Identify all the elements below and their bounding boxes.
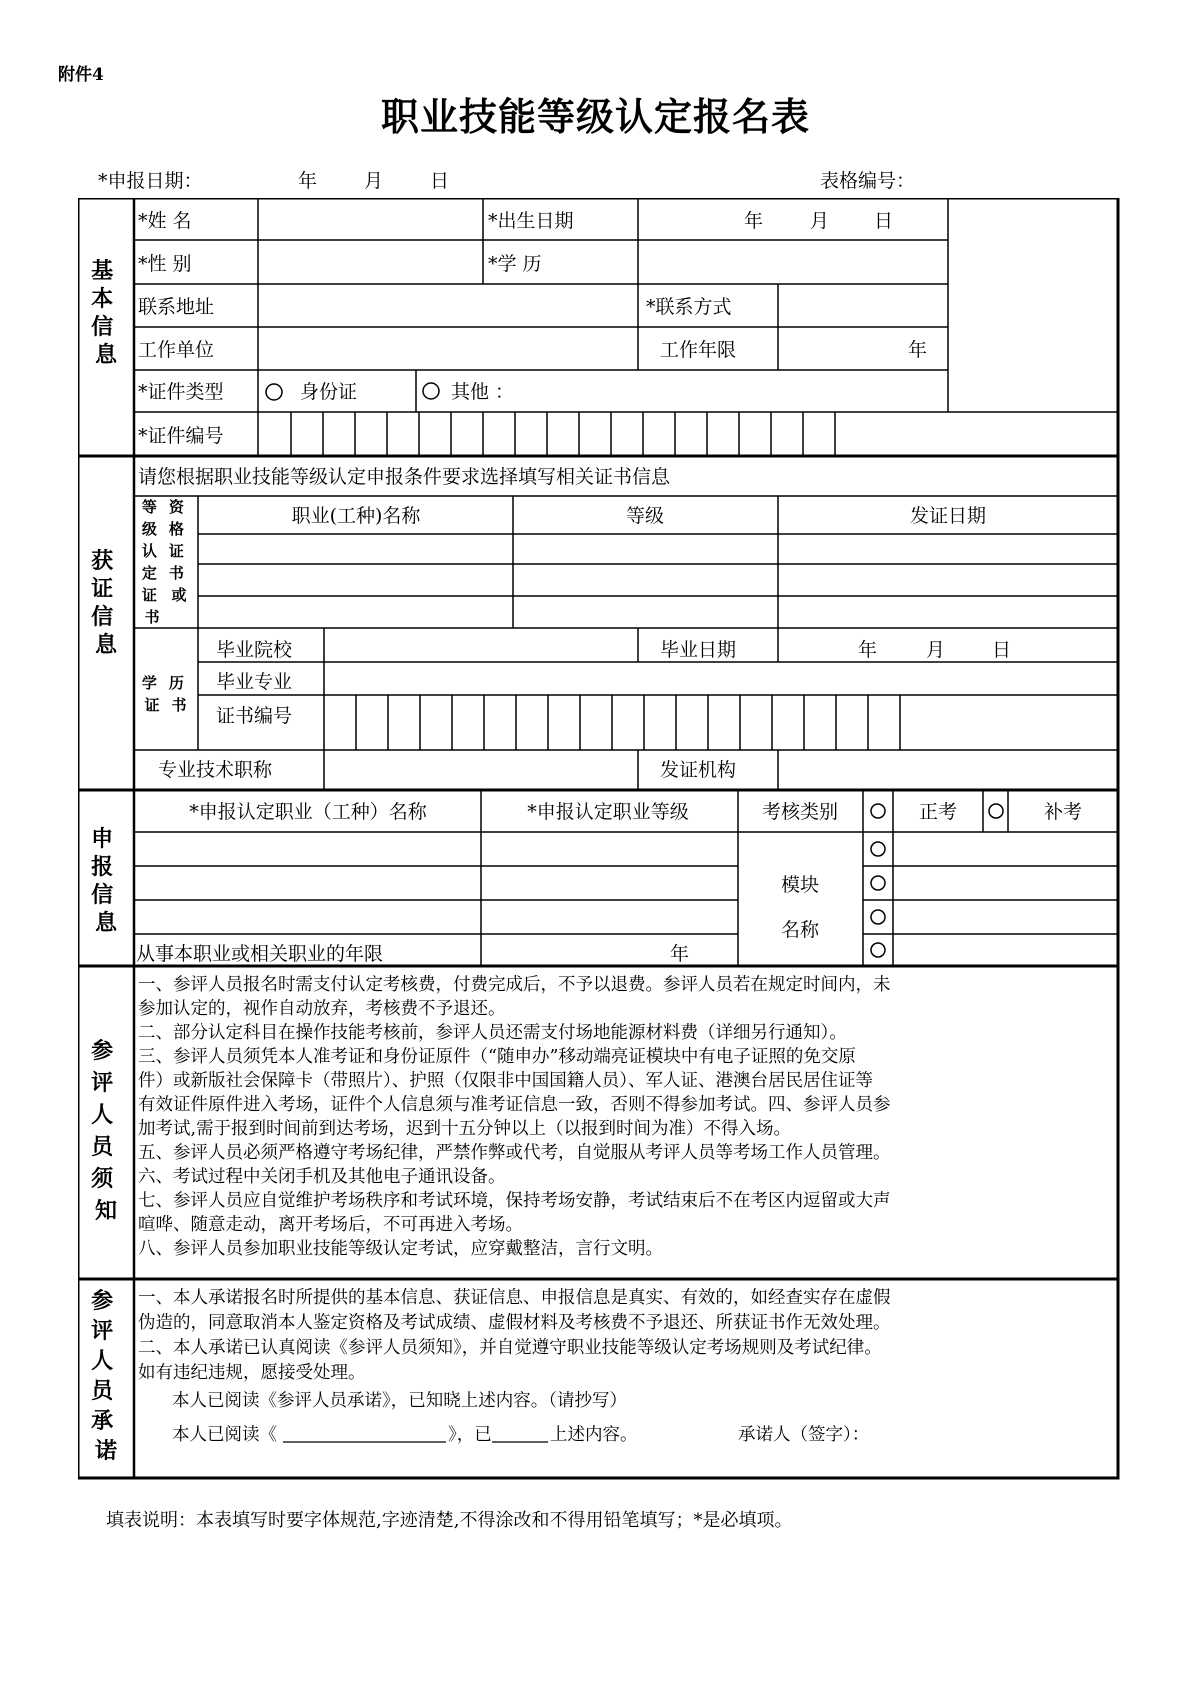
promise-read-line: 本人已阅读《参评人员承诺》，已知晓上述内容。（请抄写） xyxy=(172,1391,627,1411)
notice-line-4: 三、参评人员须凭本人准考证和身份证原件（“随申办”移动端亮证模块中有电子证照的免交原 xyxy=(138,1047,856,1067)
section-notice-label: 参 评 人 员 须 知 xyxy=(91,1038,118,1224)
notice-line-3: 二、部分认定科目在操作技能考核前，参评人员还需支付场地能源材料费（详细另行通知）。 xyxy=(138,1023,847,1043)
exam-type-label: 考核类别 xyxy=(761,801,839,823)
apply-date-day: 日 xyxy=(430,170,450,192)
education-label: *学 历 xyxy=(488,253,542,275)
apply-level-header: *申报认定职业等级 xyxy=(527,801,689,823)
section-apply-label: 申 报 信 息 xyxy=(91,826,118,936)
other-id-option: 其他 ： xyxy=(451,381,515,403)
form-grid xyxy=(78,198,1118,1478)
promise-copy-end: 上述内容。 xyxy=(550,1425,638,1445)
title-label: 专业技术职称 xyxy=(158,759,273,781)
id-type-label: *证件类型 xyxy=(138,381,224,403)
fill-instructions: 填表说明：本表填写时要字体规范,字迹清楚,不得涂改和不得用铅笔填写；*是必填项。 xyxy=(106,1510,793,1531)
school-label: 毕业院校 xyxy=(216,639,293,661)
grad-day-label: 日 xyxy=(992,639,1012,661)
regular-exam-radio[interactable] xyxy=(871,804,885,818)
birth-year-label: 年 xyxy=(744,210,764,232)
module-radio-1[interactable] xyxy=(871,842,885,856)
apply-date-label: *申报日期： xyxy=(98,170,203,192)
section-cert-label: 获 证 信 息 xyxy=(91,548,118,658)
section-promise-label: 参 评 人 员 承 诺 xyxy=(91,1288,118,1464)
module-radio-2[interactable] xyxy=(871,876,885,890)
apply-date-month: 月 xyxy=(364,170,384,192)
degree-col1: 学 证 xyxy=(141,674,160,714)
degree-col2: 历 书 xyxy=(168,674,187,714)
contact-label: *联系方式 xyxy=(646,296,732,318)
notice-line-1: 一、参评人员报名时需支付认定考核费，付费完成后，不予以退费。参评人员若在规定时间内，未 xyxy=(138,975,891,995)
form-number-label: 表格编号： xyxy=(820,170,916,192)
form-title: 职业技能等级认定报名表 xyxy=(380,95,810,139)
module-radio-4[interactable] xyxy=(871,943,885,957)
notice-line-2: 参加认定的，视作自动放弃，考核费不予退还。 xyxy=(138,999,506,1019)
id-card-option: 身份证 xyxy=(300,381,358,403)
cert-date-header: 发证日期 xyxy=(909,505,987,527)
id-card-radio[interactable] xyxy=(266,384,282,400)
makeup-exam-label: 补考 xyxy=(1043,801,1083,823)
cert-instruction: 请您根据职业技能等级认定申报条件要求选择填写相关证书信息 xyxy=(138,466,671,488)
grad-year-label: 年 xyxy=(858,639,878,661)
module-radio-3[interactable] xyxy=(871,910,885,924)
cert-level-header: 等级 xyxy=(625,505,665,527)
promise-line-2: 伪造的，同意取消本人鉴定资格及考试成绩、虚假材料及考核费不予退还、所获证书作无效处理。 xyxy=(138,1313,891,1333)
major-label: 毕业专业 xyxy=(216,671,293,693)
cert-type-col2: 资 格 证 书 或 xyxy=(168,498,187,604)
other-id-radio[interactable] xyxy=(423,383,439,399)
years-unit-label: 年 xyxy=(670,943,690,965)
attachment-label: 附件4 xyxy=(58,65,104,85)
application-form xyxy=(78,198,1128,1488)
notice-line-11: 喧哗、随意走动，离开考场后，不可再进入考场。 xyxy=(138,1215,523,1235)
promise-copy-start: 本人已阅读《 xyxy=(172,1425,277,1445)
notice-line-6: 有效证件原件进入考场，证件个人信息须与准考证信息一致，否则不得参加考试。四、参评人员参 xyxy=(138,1095,891,1115)
cert-number-label: 证书编号 xyxy=(216,705,293,727)
promise-line-1: 一、本人承诺报名时所提供的基本信息、获证信息、申报信息是真实、有效的，如经查实存在虚假 xyxy=(138,1288,891,1308)
work-years-unit: 年 xyxy=(908,339,928,361)
gender-label: *性 别 xyxy=(138,253,192,275)
makeup-exam-radio[interactable] xyxy=(989,804,1003,818)
cert-type-col1: 等 级 认 定 证 书 xyxy=(141,498,160,626)
work-years-label: 工作年限 xyxy=(660,339,737,361)
notice-line-9: 六、考试过程中关闭手机及其他电子通讯设备。 xyxy=(138,1167,506,1187)
section-basic-label: 基 本 信 息 xyxy=(91,258,118,368)
notice-line-12: 八、参评人员参加职业技能等级认定考试，应穿戴整洁，言行文明。 xyxy=(138,1239,663,1259)
work-unit-label: 工作单位 xyxy=(138,339,215,361)
promise-line-3: 二、本人承诺已认真阅读《参评人员须知》，并自觉遵守职业技能等级认定考场规则及考试纪律。 xyxy=(138,1338,882,1358)
promise-line-4: 如有违纪违规，愿接受处理。 xyxy=(138,1363,366,1383)
module-name-label: 名称 xyxy=(780,919,820,941)
address-label: 联系地址 xyxy=(138,296,215,318)
issuer-label: 发证机构 xyxy=(660,759,737,781)
grad-month-label: 月 xyxy=(926,639,946,661)
apply-date-year: 年 xyxy=(298,170,318,192)
module-label: 模块 xyxy=(780,874,820,896)
signer-label: 承诺人（签字）： xyxy=(738,1425,870,1445)
cert-name-header: 职业(工种)名称 xyxy=(291,505,421,527)
notice-line-5: 件）或新版社会保障卡（带照片）、护照（仅限非中国国籍人员）、军人证、港澳台居民居住证等 xyxy=(138,1071,873,1091)
birth-date-label: *出生日期 xyxy=(488,210,574,232)
birth-day-label: 日 xyxy=(874,210,894,232)
birth-month-label: 月 xyxy=(810,210,830,232)
id-number-label: *证件编号 xyxy=(138,425,224,447)
apply-occupation-header: *申报认定职业（工种）名称 xyxy=(189,801,427,823)
notice-line-8: 五、参评人员必须严格遵守考场纪律，严禁作弊或代考，自觉服从考评人员等考场工作人员管理。 xyxy=(138,1143,891,1163)
promise-copy-middle: 》，已 xyxy=(448,1425,492,1445)
years-in-occupation-label: 从事本职业或相关职业的年限 xyxy=(136,943,384,965)
regular-exam-label: 正考 xyxy=(918,801,958,823)
grad-date-label: 毕业日期 xyxy=(660,639,737,661)
notice-line-10: 七、参评人员应自觉维护考场秩序和考试环境，保持考场安静，考试结束后不在考区内逗留或大声 xyxy=(138,1191,891,1211)
notice-line-7: 加考试,需于报到时间前到达考场，迟到十五分钟以上（以报到时间为准）不得入场。 xyxy=(138,1119,792,1139)
name-label: *姓 名 xyxy=(138,210,192,232)
